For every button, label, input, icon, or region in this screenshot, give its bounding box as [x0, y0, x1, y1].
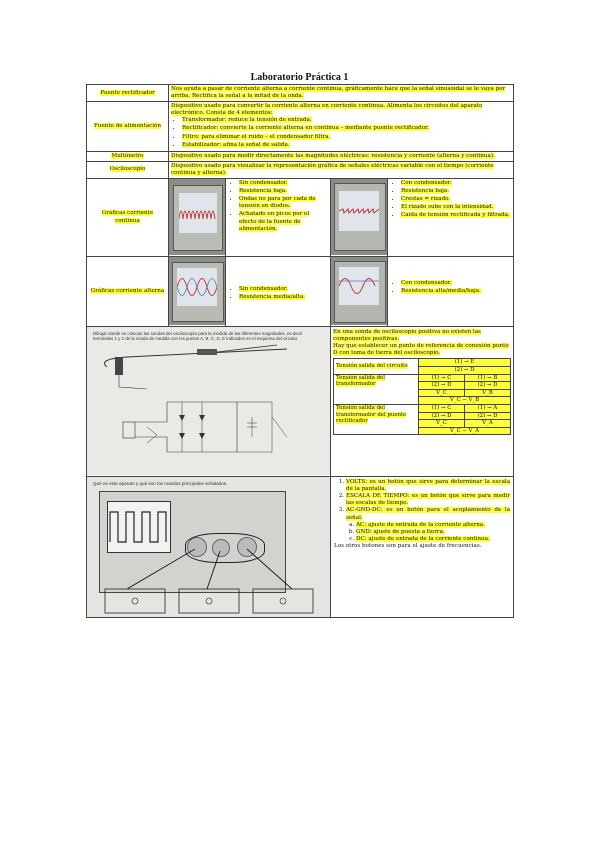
oscilloscope-photo: [169, 257, 226, 327]
page-title: Laboratorio Práctica 1: [250, 72, 349, 83]
list-item: a. AC: ajuste de entrada de la corriente alterna.: [356, 522, 510, 529]
table-row: V_C V_B: [334, 389, 511, 397]
circuit-diagram: [87, 327, 330, 475]
row-scope-controls: [87, 477, 514, 618]
list-item: 3. AC-GND-DC: es un botón para el acoplamiento de la señal. a. AC: ajuste de entrada de la corriente alterna. b. GND: ajuste de puesta a tierra. c. DC: ajuste de entrada de la corriente continua.: [346, 507, 510, 542]
list-item: • Crestas = rizado.: [401, 196, 511, 203]
row-text: Dispositivo usado para convertir la corriente alterna en corriente continua. Alimenta los circuitos del aparato electrónico. Consta de 4 elementos: • Transformador: reduce la tensión de entrada. • Rectificador: convierte la corriente alterna en continua – mediante puente rectificador. • Filtro: para eliminar el ruido – el condensador filtra. • Estabilizador: afina la señal de salida.: [169, 102, 514, 152]
table-row: (2) → D: [334, 367, 511, 375]
circuit-worksheet-photo: [87, 327, 331, 477]
list-item: • Estabilizador: afina la señal de salida.: [182, 142, 511, 149]
list-item: 2. ESCALA DE TIEMPO: es un botón que sirve para medir las escalas de tiempo.: [346, 493, 510, 507]
row-circuit: [87, 327, 514, 477]
row-graficas-continua: [87, 179, 514, 257]
row-text: Nos ayuda a pasar de corriente alterna a corriente continua, gráficamente hace que la señal sinusoidal se le vaya por arriba. Rectifica la señal a la mitad de la onda.: [169, 85, 514, 102]
scope-screen: [179, 193, 217, 233]
list-item: b. GND: ajuste de puesta a tierra.: [356, 529, 510, 536]
table-row: (2) → D (2) → D: [334, 412, 511, 420]
row-fuente: [87, 102, 514, 152]
lab-table: [86, 84, 514, 618]
row-puente: [87, 85, 514, 102]
row-label: Gráficas corriente continua: [87, 179, 169, 257]
row-graficas-alterna: [87, 257, 514, 327]
row-label: Multímetro: [87, 151, 169, 161]
list-item: • El rizado sube con la intensidad.: [401, 204, 511, 211]
row-text: Dispositivo usado para medir directamente las magnitudes eléctricas: resistencia y corriente (alterna y continua).: [169, 151, 514, 161]
list-item: • Resistencia baja.: [239, 188, 328, 195]
list-item: c. DC: ajuste de entrada de la corriente continua.: [356, 536, 510, 543]
footer-note: Los otros botones son para el ajuste de frecuencias.: [334, 542, 482, 549]
table-row: (2) → D (2) → D: [334, 382, 511, 390]
table-row: V_C V_A: [334, 420, 511, 428]
graph-notes-left: [226, 257, 331, 327]
list-item: • Con condensador.: [401, 180, 511, 187]
row-multimetro: [87, 151, 514, 161]
row-osciloscopio: [87, 161, 514, 178]
row-label: Osciloscopio: [87, 161, 169, 178]
oscilloscope-photo: [169, 179, 226, 257]
list-item: • Resistencia media/alta.: [239, 294, 328, 301]
table-row: V_C − V_B: [334, 397, 511, 405]
list-item: • Achatado en picos por el efecto de la fuente de alimentación.: [239, 211, 328, 232]
oscilloscope-photo: [331, 257, 388, 327]
list-item: • Con condensador.: [401, 280, 511, 287]
table-row: V_C − V_A: [334, 427, 511, 435]
worksheet-caption: Dibujar donde se colocan las sondas del osciloscopio para la medida de las diferentes magnitudes, es decir terminales 1 y 2 de la sonda de medida con los puntos A, B, C, D, E indicados en el esquema del circuito.: [93, 331, 303, 342]
table-row: Tensión salida del transformador del puente rectificador (1) → C (1) → A: [334, 404, 511, 412]
probe-table: [333, 358, 511, 435]
list-item: • Sin condensador.: [239, 286, 328, 293]
waveform-image: [179, 193, 217, 233]
list-item: • Resistencia alta/media/baja.: [401, 288, 511, 295]
scope-screen: [339, 267, 379, 305]
row-label: Gráficas corriente alterna: [87, 257, 169, 327]
list-item: • Ondas no para por cada de tensión en diodos.: [239, 196, 328, 210]
list-item: • Sin condensador.: [239, 180, 328, 187]
circuit-notes: En una sonda de osciloscopio positiva no existen las componentes positivas. Hay que establecer un punto de referencia de conexión punto D con toma de tierra del osciloscopio. Tensión salida del circuito (1) → E (2) → D Tensión salida del transformador (1) → C (1) → B (2) → D (2) → D V_C V_B V_C − V_B Tensión salida del transformador del puente rectificador (1) → C (1) → A (2) → D (2) → D V_C V_A V_C − V_A: [331, 327, 514, 477]
list-item: 1. VOLTS: es un botón que sirve para determinar la escala de la pantalla.: [346, 479, 510, 493]
waveform-image: [177, 268, 217, 306]
graph-notes-right: [388, 179, 514, 257]
waveform-image: [339, 267, 379, 305]
row-label: Fuente de alimentación: [87, 102, 169, 152]
list-item: • Filtro: para eliminar el ruido – el condensador filtra.: [182, 134, 511, 141]
row-text: Dispositivo usado para visualizar la representación gráfica de señales eléctricas variable con el tiempo (corriente continua y alterna).: [169, 161, 514, 178]
row-label: Puente rectificador: [87, 85, 169, 102]
scope-worksheet-photo: [87, 477, 331, 618]
list-item: • Caída de tensión rectificada y filtrada.: [401, 212, 511, 219]
list-item: • Transformador: reduce la tensión de entrada.: [182, 117, 511, 124]
worksheet-caption: Qué es este aparato y qué son los mandos principales señalados.: [93, 481, 228, 487]
scope-screen: [339, 191, 379, 231]
oscilloscope-photo: [331, 179, 388, 257]
scope-screen: [177, 268, 217, 306]
graph-notes-right: [388, 257, 514, 327]
waveform-image: [339, 191, 379, 231]
table-row: Tensión salida del transformador (1) → C (1) → B: [334, 374, 511, 382]
graph-notes-left: [226, 179, 331, 257]
table-row: Tensión salida del circuito (1) → E: [334, 359, 511, 367]
scope-controls-notes: [331, 477, 514, 618]
list-item: • Rectificador: convierte la corriente alterna en continua – mediante puente rectificador.: [182, 125, 511, 132]
callout-lines: [87, 477, 330, 617]
list-item: • Resistencia baja.: [401, 188, 511, 195]
component-list: [171, 117, 511, 148]
